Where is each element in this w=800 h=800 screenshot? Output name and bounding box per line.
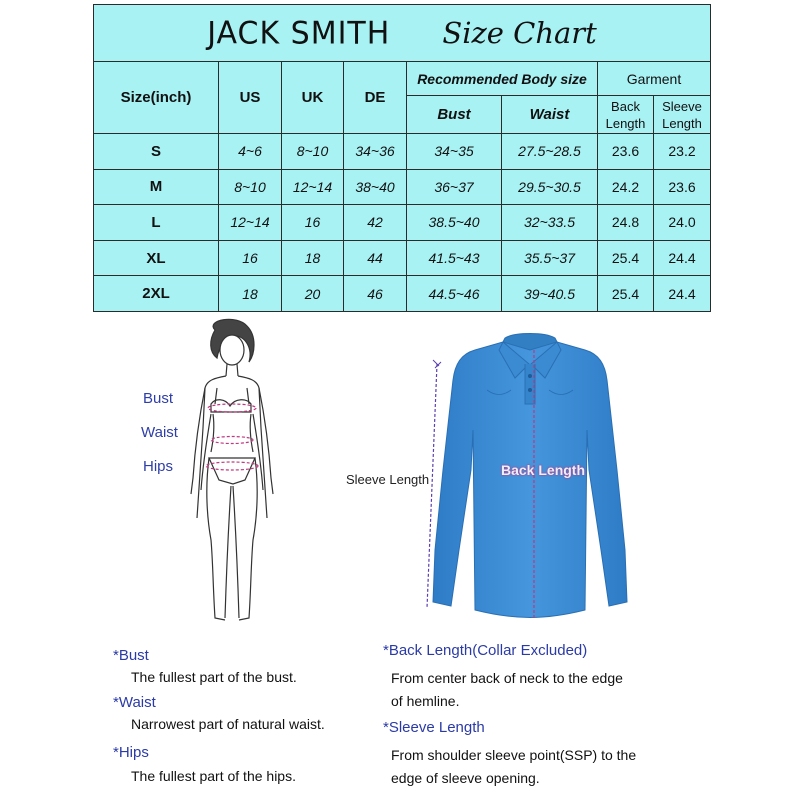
cell-size: M [94,169,219,205]
size-chart [93,4,710,312]
def-back-length-text-1: From center back of neck to the edge [391,670,623,686]
table-row [94,240,711,276]
header-waist: Waist [502,96,598,134]
def-bust-text: The fullest part of the bust. [131,669,297,685]
table-row [94,276,711,312]
cell-bust: 34~35 [407,134,502,170]
header-bust: Bust [407,96,502,134]
hips-label: Hips [143,458,174,475]
cell-uk: 12~14 [282,169,344,205]
header-us: US [219,62,282,134]
header-size: Size(inch) [94,62,219,134]
body-figure-icon [175,318,285,633]
cell-size: 2XL [94,276,219,312]
cell-back: 25.4 [598,240,654,276]
def-waist-text: Narrowest part of natural waist. [131,716,325,732]
header-uk: UK [282,62,344,134]
cell-waist: 27.5~28.5 [502,134,598,170]
title-cell [94,5,711,62]
cell-us: 18 [219,276,282,312]
table-row [94,134,711,170]
cell-size: L [94,205,219,241]
cell-back: 24.2 [598,169,654,205]
bust-label: Bust [143,390,174,407]
cell-waist: 39~40.5 [502,276,598,312]
cell-sleeve: 23.2 [654,134,711,170]
cell-us: 8~10 [219,169,282,205]
cell-back: 23.6 [598,134,654,170]
cell-uk: 8~10 [282,134,344,170]
cell-de: 46 [344,276,407,312]
def-sleeve-length-heading: *Sleeve Length [383,719,485,736]
cell-us: 16 [219,240,282,276]
cell-de: 44 [344,240,407,276]
def-bust-heading: *Bust [113,647,149,664]
sleeve-length-label: Sleeve Length [346,472,430,487]
cell-waist: 32~33.5 [502,205,598,241]
cell-uk: 20 [282,276,344,312]
cell-uk: 18 [282,240,344,276]
cell-de: 42 [344,205,407,241]
title-row [94,5,711,62]
cell-sleeve: 24.4 [654,240,711,276]
header-row-1 [94,62,711,96]
def-back-length-text-2: of hemline. [391,693,460,709]
def-back-length-heading: *Back Length(Collar Excluded) [383,642,588,659]
cell-size: S [94,134,219,170]
cell-waist: 29.5~30.5 [502,169,598,205]
def-sleeve-length-text-2: edge of sleeve opening. [391,770,540,786]
back-length-label: Back Length [501,462,586,478]
cell-sleeve: 23.6 [654,169,711,205]
cell-waist: 35.5~37 [502,240,598,276]
header-recommended: Recommended Body size [407,62,598,96]
cell-bust: 41.5~43 [407,240,502,276]
def-hips-text: The fullest part of the hips. [131,768,296,784]
table-row [94,169,711,205]
chart-title: Size Chart [442,16,597,50]
header-sleeve-length: Sleeve Length [654,96,711,134]
cell-size: XL [94,240,219,276]
cell-de: 38~40 [344,169,407,205]
cell-bust: 44.5~46 [407,276,502,312]
cell-bust: 36~37 [407,169,502,205]
def-sleeve-length-text-1: From shoulder sleeve point(SSP) to the [391,747,637,763]
brand-name: JACK SMITH [207,14,391,52]
def-hips-heading: *Hips [113,744,149,761]
cell-us: 12~14 [219,205,282,241]
header-de: DE [344,62,407,134]
cell-back: 25.4 [598,276,654,312]
table-row [94,205,711,241]
def-waist-heading: *Waist [113,694,156,711]
definitions-section [0,640,800,800]
illustration-area [0,318,800,634]
size-table [93,4,711,312]
waist-label: Waist [141,424,178,441]
header-back-length: Back Length [598,96,654,134]
cell-back: 24.8 [598,205,654,241]
cell-uk: 16 [282,205,344,241]
cell-sleeve: 24.0 [654,205,711,241]
cell-de: 34~36 [344,134,407,170]
cell-bust: 38.5~40 [407,205,502,241]
cell-us: 4~6 [219,134,282,170]
header-garment: Garment [598,62,711,96]
cell-sleeve: 24.4 [654,276,711,312]
